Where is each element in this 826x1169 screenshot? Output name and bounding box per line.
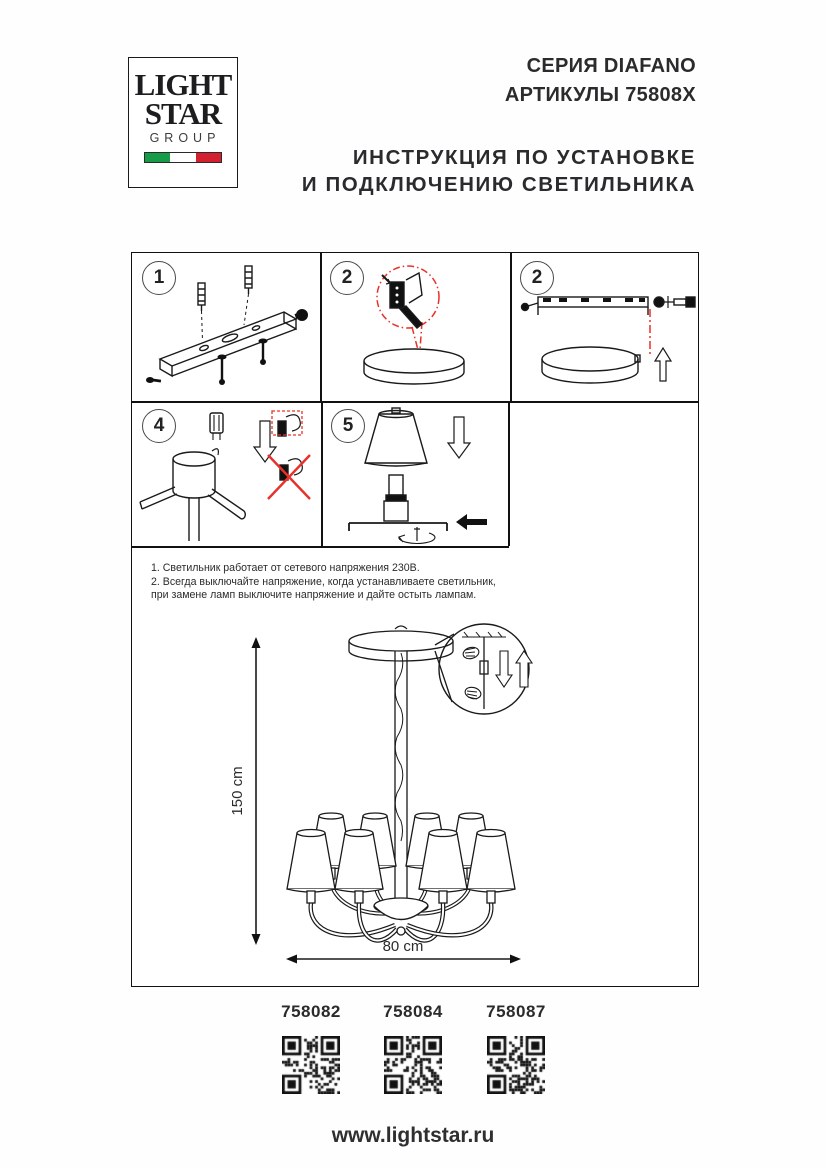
qr-code: [282, 1036, 340, 1094]
step3-mount-canopy-drawing: [510, 253, 698, 401]
step-number: 2: [341, 267, 353, 288]
grid-divider: [508, 401, 510, 546]
height-dimension-label: 150 cm: [229, 766, 246, 816]
logo-word-light: LIGHT: [134, 67, 232, 102]
series-name: СЕРИЯ DIAFANO: [526, 55, 696, 77]
step2-terminal-callout-drawing: [320, 253, 510, 401]
logo-word-group: GROUP: [149, 131, 221, 145]
step1-bracket-drawing: [132, 253, 320, 401]
warning-line-3: при замене ламп выключите напряжение и дайте остыть лампам.: [151, 589, 477, 602]
product-code-3: 758087: [486, 1002, 546, 1021]
qr-code: [487, 1036, 545, 1094]
italian-flag-icon: [144, 152, 222, 163]
step-number: 5: [342, 415, 354, 436]
logo-word-star: STAR: [144, 96, 222, 131]
product-code-2: 758084: [383, 1002, 443, 1021]
grid-divider: [132, 546, 509, 548]
warning-line-1: 1. Светильник работает от сетевого напряжения 230В.: [151, 562, 420, 574]
instruction-title-line1: ИНСТРУКЦИЯ ПО УСТАНОВКЕ: [352, 146, 696, 169]
article-numbers: АРТИКУЛЫ 75808X: [504, 84, 696, 106]
safety-warning: [151, 562, 496, 603]
step-number: 2: [531, 267, 543, 288]
chandelier-dimension-drawing: [132, 601, 698, 986]
warning-line-2: 2. Всегда выключайте напряжение, когда устанавливаете светильник,: [151, 575, 496, 588]
instruction-title-line2: И ПОДКЛЮЧЕНИЮ СВЕТИЛЬНИКА: [301, 173, 696, 196]
product-code-1: 758082: [281, 1002, 341, 1021]
instruction-box: [131, 252, 699, 987]
website-url: www.lightstar.ru: [331, 1124, 495, 1147]
header: [302, 52, 696, 198]
width-dimension-label: 80 cm: [382, 938, 424, 955]
step5-shade-drawing: [321, 401, 508, 546]
qr-code: [384, 1036, 442, 1094]
step-number: 1: [153, 267, 165, 288]
step4-bulb-drawing: [132, 401, 321, 546]
lightstar-logo: [128, 57, 238, 188]
step-number: 4: [153, 415, 165, 436]
